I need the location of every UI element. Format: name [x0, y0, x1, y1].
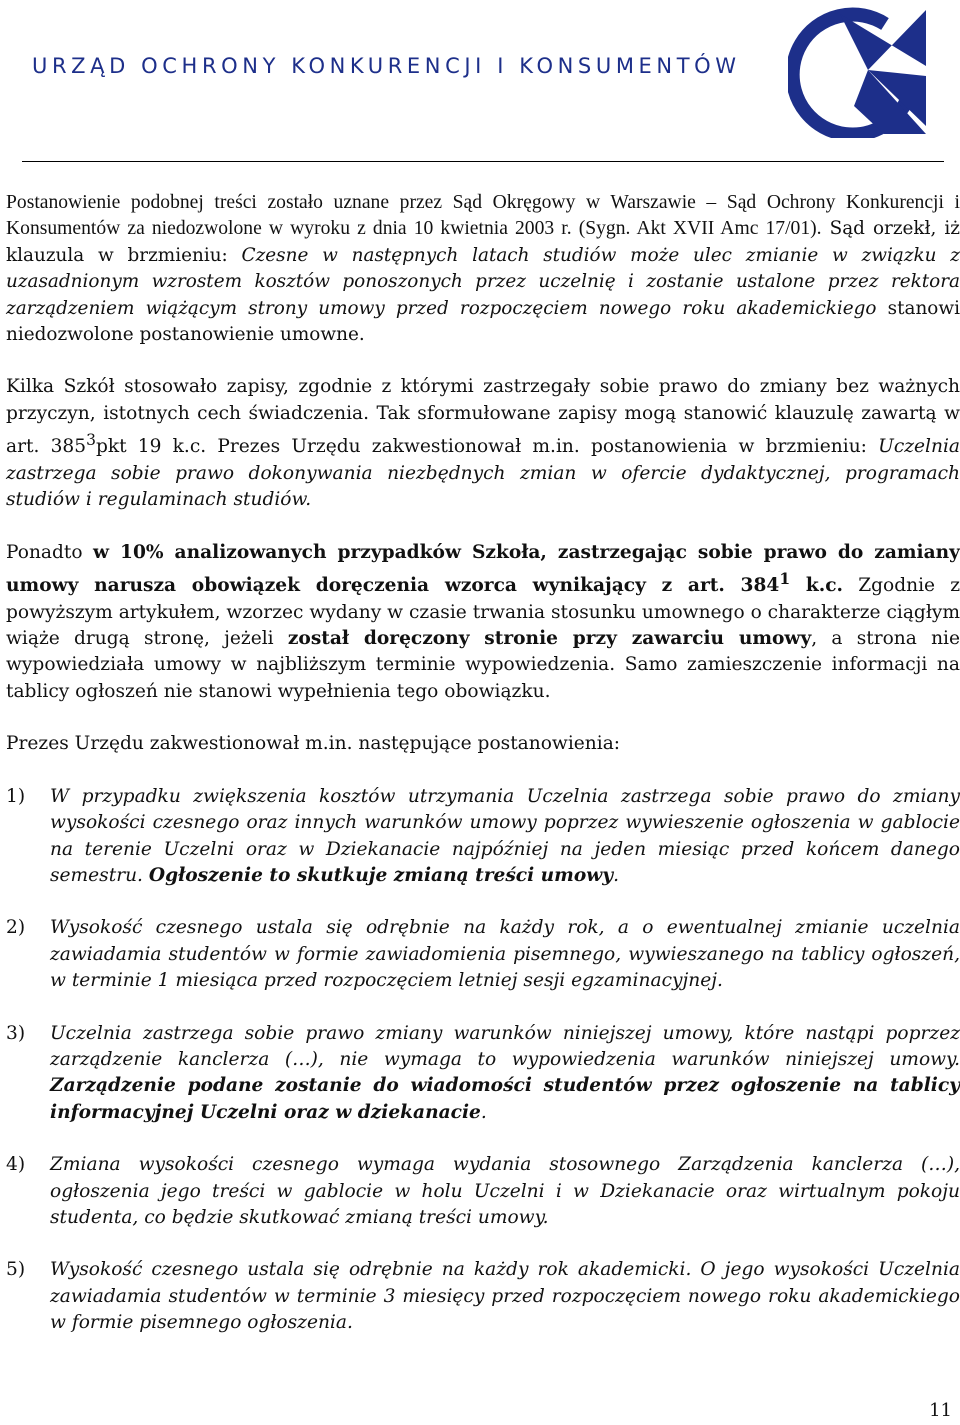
changes-text-continued: pkt 19 k.c. Prezes Urzędu zakwestionował m.in. postanowienia w brzmieniu:	[95, 436, 879, 458]
list-item	[6, 784, 960, 890]
item-number: 1)	[6, 785, 26, 807]
list-item	[6, 1152, 960, 1231]
header-divider	[22, 161, 944, 162]
item-text	[50, 784, 960, 890]
item-text	[50, 1021, 960, 1127]
delivery-bold-condition: został doręczony stronie przy zawarciu umowy	[287, 628, 812, 650]
page-number: 11	[929, 1400, 952, 1421]
quoted-clause: Czesne w następnych latach studiów może ulec zmianie w związku z uzasadnionym wzrostem kosztów ponoszonych przez uczelnię i zostanie ustalone przez rektora zarządzeniem wiążącym strony umowy przed rozpoczęciem nowego roku akademickiego	[6, 244, 960, 319]
delivery-bold-statement: w 10% analizowanych przypadków Szkoła, zastrzegając sobie prawo do zamiany umowy narusza obowiązek doręczenia wzorca wynikający z art. 384	[6, 541, 960, 597]
item-text-body: Zmiana wysokości czesnego wymaga wydania stosownego Zarządzenia kanclerza (…), ogłoszenia jego treści w gablocie w holu Uczelni i w Dziekanacie oraz wirtualnym pokoju studenta, co będzie skutkować zmianą treści umowy.	[50, 1154, 960, 1228]
item-text-body: Uczelnia zastrzega sobie prawo zmiany warunków niniejszej umowy, które nastąpi poprzez zarządzenie kanclerza (…), nie wymaga to wypowiedzenia warunków niniejszej umowy.	[50, 1022, 960, 1070]
ruling-intro: Sąd orzekł, iż klauzula w brzmieniu:	[6, 218, 960, 266]
delivery-text-continued: , a strona nie wypowiedziała umowy w najbliższym terminie wypowiedzenia. Samo zamieszczenie informacji na tablicy ogłoszeń nie stanowi wypełnienia tego obowiązku.	[6, 628, 960, 702]
list-item	[6, 1257, 960, 1336]
item-number: 4)	[6, 1154, 26, 1176]
item-number: 3)	[6, 1022, 26, 1044]
paragraph-changes-clauses	[6, 374, 960, 513]
delivery-intro: Ponadto	[6, 541, 94, 563]
paragraph-list-intro: Prezes Urzędu zakwestionował m.in. następujące postanowienia:	[6, 733, 621, 755]
item-text-body: Wysokość czesnego ustala się odrębnie na każdy rok, a o ewentualnej zmianie uczelnia zawiadamia studentów w formie zawiadomienia pisemnego, wywieszanego na tablicy ogłoszeń, w terminie 1 miesiąca przed rozpoczęciem letniej sesji egzaminacyjnej.	[50, 917, 960, 992]
item-text	[50, 915, 960, 994]
paragraph-court-ruling	[6, 190, 960, 348]
list-item	[6, 1021, 960, 1127]
article-superscript: 3	[86, 431, 96, 450]
item-text-body: W przypadku zwiększenia kosztów utrzymania Uczelnia zastrzega sobie prawo do zmiany wysokości czesnego oraz innych warunków umowy poprzez wywieszenie ogłoszenia w gablocie na terenie Uczelni oraz w Dziekanacie najpóźniej na jeden miesiąc przed końcem danego semestru.	[50, 785, 960, 886]
list-item	[6, 915, 960, 994]
item-text-tail: .	[480, 1101, 487, 1123]
item-text	[50, 1257, 960, 1336]
item-text-tail: .	[613, 864, 619, 886]
item-text-body: Wysokość czesnego ustala się odrębnie na każdy rok akademicki. O jego wysokości Uczelnia zawiadamia studentów w terminie 3 miesięcy przed rozpoczęciem nowego roku akademickiego w formie pisemnego ogłoszenia.	[50, 1259, 960, 1334]
header-title: URZĄD OCHRONY KONKURENCJI I KONSUMENTÓW	[32, 54, 741, 78]
quoted-clause: Uczelnia zastrzega sobie prawo dokonywania niezbędnych zmian w ofercie dydaktycznej, programach studiów i regulaminach studiów.	[6, 436, 960, 511]
ruling-conclusion: stanowi niedozwolone postanowienie umowne.	[6, 297, 960, 346]
paragraph-delivery-obligation	[6, 540, 960, 706]
item-number: 2)	[6, 917, 26, 939]
changes-text: Kilka Szkół stosowało zapisy, zgodnie z którymi zastrzegały sobie prawo do zmiany bez ważnych przyczyn, istotnych cech świadczenia. Tak sformułowane zapisy mogą stanowić klauzulę zawartą w art. 385	[6, 376, 960, 458]
item-text	[50, 1152, 960, 1231]
article-superscript: 1	[779, 569, 791, 589]
item-text-bold: Zarządzenie podane zostanie do wiadomości studentów przez ogłoszenie na tablicy informacyjnej Uczelni oraz w dziekanacie	[50, 1075, 960, 1123]
uokik-logo-icon	[788, 6, 928, 138]
ruling-text: Postanowienie podobnej treści zostało uznane przez Sąd Okręgowy w Warszawie – Sąd Ochrony Konkurencji i Konsumentów za niedozwolone w wyroku z dnia 10 kwietnia 2003 r. (Sygn. Akt XVII Amc 17/01).	[6, 192, 960, 240]
delivery-text: Zgodnie z powyższym artykułem, wzorzec wydany w czasie trwania stosunku umownego o charakterze ciągłym wiąże drugą stronę, jeżeli	[6, 575, 960, 650]
delivery-bold-code: k.c.	[790, 575, 844, 597]
item-text-bold: Ogłoszenie to skutkuje zmianą treści umowy	[148, 864, 614, 886]
item-number: 5)	[6, 1259, 26, 1281]
document-body	[6, 190, 960, 1337]
